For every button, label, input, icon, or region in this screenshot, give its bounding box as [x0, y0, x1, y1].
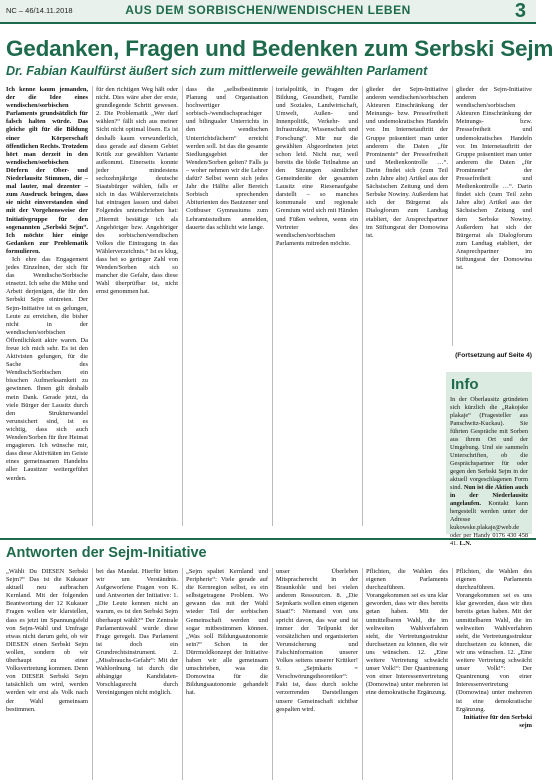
section-divider — [0, 538, 536, 540]
article-text: „Wählt Du DIESEN Serbski Sejm?“ Das ist die Kukauer aktuell neu aufbrachen Kernland. Mit der folgenden Beantwortung der 12 Kukauer Fragen wollen wir klarstellen, dass es jetzt im Spannungsfeld von Sejm-Wahl und Umfrage etwas nicht darum geht, ob wir DIESEN einen Serbski Sejm wollen, sondern ob wir überhaupt zu einer Volksvertretung kommen. Denn von DIESER Serbski Sejm tatsächlich um wird, werden werden wir erst als Volk nach der Wahl gemeinsam bestimmen. — [6, 568, 88, 713]
article-column-2 — [96, 86, 178, 466]
article-column-1 — [6, 86, 88, 482]
second-article-column-4 — [276, 568, 358, 782]
second-article-column-5 — [366, 568, 448, 782]
column-divider — [452, 568, 453, 780]
article-column-3 — [186, 86, 268, 466]
second-article-column-3 — [186, 568, 268, 782]
article-text: Pflichten, die Wahlen des eigenen Parlaments durchzuführen. Vorangekommen sei es uns klar geworden, dass wir dies bereits getan haben. Mit der unmittelbaren Wahl, die im weltweiten Wahlverfahren steht, die Vertretungsstruktur durchsetzen zu können, die wir uns wünschen. 12. „Eine weitere Vertretung schwächt unser Volk!“: Der Quantrenung von einer Interessenvertretung (Domowina) unter mehreren ist eine demokratische Ergänzung. — [456, 568, 532, 713]
article-headline: Gedanken, Fragen und Bedenken zum Serbski Sejm — [6, 36, 553, 61]
article-text: glieder der Sejm-Initiative anderen wendischen/sorbischen Akteuren Einschränkung der Meinungs- bzw. Pressefreiheit und undemokratisches Handeln vor. Im Internetauftritt der Gruppe präsentiert man unter anderem die Daten „für Prominente“ der Pressefreiheit und Medienkontrolle …“. Darin findet sich (zum Teil zehn Jahre alte) Artikel aus der Sächsischen Zeitung und dem Serbske Nowiny. Außerdem hat sich der Bürgerrat als Dialogforum zum Landtag etabliert, der Ansprechpartner im Stiftungsrat der Domowina ist. — [456, 86, 532, 272]
info-title: Info — [451, 376, 479, 393]
article-lead: Ich kenne kaum jemanden, der die Idee eines wendischen/sorbischen Parlaments grundsätzlich für falsch halten würde. Das gleiche gilt für die Bildung einer Körperschaft öffentlichen Rechts. Trotzdem hört man derzeit in den wendischen/sorbischen Dörfern der Ober- und Niederlausitz Stimmen, die – mal lauter, mal dezenter – zum Ausdruck bringen, dass sie nicht einverstanden sind mit der Vorgehensweise der Initiativgruppe für den sogenannten „Serbski Sejm“. Ich möchte hier einige Gedanken zur Problematik formulieren. — [6, 86, 88, 255]
issue-number: NC – 46/14.11.2018 — [6, 6, 73, 15]
page-number: 3 — [514, 0, 526, 22]
column-divider — [272, 568, 273, 780]
column-divider — [182, 86, 183, 526]
column-divider — [362, 86, 363, 526]
column-divider — [182, 568, 183, 780]
article-subheadline: Dr. Fabian Kaulfürst äußert sich zum mittlerweile gewählten Parlament — [6, 64, 428, 78]
column-divider — [92, 568, 93, 780]
column-divider — [92, 86, 93, 526]
continued-note: (Fortsetzung auf Seite 4) — [455, 352, 532, 359]
info-signature: L.N. — [459, 540, 472, 547]
article-text: torialpolitik, in Fragen der Bildung, Gesundheit, Familie und Soziales, Landwirtschaft, Umwelt, Außen- und Innenpolitik, Verkehr- und Infrastruktur, Wissenschaft und Forschung“. Mir nur die gewählten Abgeordneten jetzt schon leid. Nicht nur, weil bereits die bloße Teilnahme an den Sitzungen sämtlicher Gemeinderäte der gesamten Lausitz eine Riesenaufgabe darstellt – so manches kommunale und regionale Gremium wird sich mit Händen und Füßen wehren, wenn ein Vertreter des wendischen/sorbischen Parlaments mitreden möchte. — [276, 86, 358, 247]
info-text-bold: Nun ist die Aktion auch in der Niederlausitz angelaufen. — [450, 484, 528, 507]
info-text-contact: Kontakt kann hergestellt werden unter der Adresse kukowske.plakaje@web.de oder per Handy 0176 430 458 41. — [450, 500, 528, 547]
column-divider — [452, 86, 453, 346]
column-divider — [362, 568, 363, 780]
second-article-column-2 — [96, 568, 178, 782]
article-text: „Sejm spaltet Kernland und Peripherie“: Viele gerade auf die Kernregion selbst, es ein selbstgetragene Problem. Wo gewann das mit der Wahl wieder Teil der sorbischen Gemeinschaft werden und sogar mitbestimmen können. „Was soll Bildungsautonomie sein?“ Schon in der Dürrmoldkonzept der Initiative haben wir alle gemeinsam umschrieben, was die Domowina für die Bildungsautonomie gehandelt hat. — [186, 568, 268, 697]
section-title: AUS DEM SORBISCHEN/WENDISCHEN LEBEN — [125, 3, 411, 17]
article-text: unser Überleben Mitspracherecht in der Braunkohle und bei vielen anderen Ressourcen. 8. „Die Sejmkaris wollen einen eigenen Staat!“: Niemand von uns spricht davon, das war und ist immer der Teilpunkt der vorsätzlichen und organisierten Verunsicherung und Falschinformation unserer Volkes seitens unserer Kritiker! 9. „Sejmkaris = Verschwörungstheoretiker“: Fakt ist, dass durch solche verzerrenden Darstellungen unsere Gemeinschaft sichtbar gespalten wird. — [276, 568, 358, 713]
article-column-4 — [276, 86, 358, 466]
info-text — [450, 396, 528, 548]
article-text: für den richtigen Weg hält oder nicht. Dies wäre aber der erste, grundlegende Schritt gewesen. 2. Die Problematik „Wer darf wählen?“ fällt sich aus meiner Sicht nicht optimal lösen. Es ist deshalb kaum verwunderlich, dass gerade auf diesem Gebiet Kritik zur gewählten Variante aufkommt. Einerseits konnte jeder mindestens sechzehnjährige deutsche Staatsbürger wählen, falls er sich in das Wählerverzeichnis hat eintragen lassen und dabei Folgendes unterschrieben hat: „Hiermit bestätige ich als Angehöriger bzw. Angehöriger des sorbischen/wendischen Volkes die Eintragung in das Wählerverzeichnis.“ Ist es klug, dass bei so geringer Zahl von Wenden/Sorben sich so mancher die Gefahr, dass diese Wahl überprüfbar ist, nicht ernst genommen hat. — [96, 86, 178, 296]
column-divider — [272, 86, 273, 526]
article-text: bei das Mandat. Hierfür bitten wir um Verständnis. Aufgeworfene Fragen von K. und Antworten der Initiative: 1. „Die Leute kennen nicht an warum, es ist den Serbski Sejm überhaupt wählt?“ Der Zentrale Parlamentswahl wurde diese Frage geregelt. Das Parlament ist doch ein Grundrechtsinstrument. 2. „Missbrauchs-Gefahr“: Mit der Wahlordnung ist durch die abhängige Kandidaten-Vorschlagsrecht durch Vereinigungen nicht möglich. — [96, 568, 178, 697]
article-column-5 — [366, 86, 448, 466]
second-article-title: Antworten der Sejm-Initiative — [6, 545, 207, 561]
article-text: Ich ehre das Engagement jedes Einzelnen, der sich für das Wendische/Sorbische einsetzt. Ich sehe die Mühe und Arbeit derjenigen, die für den Serbski Sejm eintreten. Der Sejm-Initiative ist es gelungen, Leute zu erreichen, die bisher nicht in der wendischen/sorbischen Öffentlichkeit aktiv waren. Da freue ich mich sehr. Es ist den Aktivisten gelungen, für die Sache des Wendisch/Sorbischen ein bisschen Aufmerksamkeit zu gewinnen. Ihnen gilt deshalb mein Dank. Gerade jetzt, da viele Bürger der Lausitz durch den Strukturwandel verunsichert sind, ist es wichtig, dass sich auch Wenden/Sorben für ihre Heimat engagieren. Ich wünsche mir, dass diese Aktivitäten im Geiste eines gemeinsamen Handelns aller Lausitzer weitergeführt werden. — [6, 255, 88, 482]
article-text: dass die „selbstbestimmte Planung und Organisation hochwertiger sorbisch-/wendischsprachiger und bilingualer Unterrichts in den wendischen Unterrichtsfächern“ erreicht werden soll. Ist das die gesamte Siedlungsgebiet der Wenden/Sorben gelten? Falls ja – woher nehmen wir die Lehrer dafür? Selbst wenn sich jedes Jahr die Hälfte aller Bereich Sorbisch sprechenden Abiturienten des Bautzener und Cottbuser Gymnasiums zum Lehramtsstudium anmelden, dauerte das schlicht wie lange. — [186, 86, 268, 231]
info-text-plain: In der Oberlausitz gründeten sich kürzlich die „Rakojske plakaje“ (Fragesteller aus Panschwitz-Kuckau). Sie führten Gespräche mit Sorben aus ihrem Ort und der Umgebung. Und sie sammeln Unterschriften, ob die Gesprächspartner für oder gegen den Serbski Sejm in der aktuell vorgeschlagenen Form sind. — [450, 396, 528, 491]
article-text: Pflichten, die Wahlen des eigenen Parlaments durchzuführen. Vorangekommen sei es uns klar geworden, dass wir dies bereits getan haben. Mit der unmittelbaren Wahl, die im weltweiten Wahlverfahren steht, die Vertretungsstruktur durchsetzen zu können, die wir uns wünschen. 12. „Eine weitere Vertretung schwächt unser Volk!“: Der Quantrenung von einer Interessenvertretung (Domowina) unter mehreren ist eine demokratische Ergänzung. — [366, 568, 448, 697]
article-text: glieder der Sejm-Initiative anderen wendischen/sorbischen Akteuren Einschränkung der Meinungs- bzw. Pressefreiheit und undemokratisches Handeln vor. Im Internetauftritt der Gruppe präsentiert man unter anderem die Daten „für Prominente“ der Pressefreiheit und Medienkontrolle …“. Darin findet sich (zum Teil zehn Jahre alte) Artikel aus der Sächsischen Zeitung und dem Serbske Nowiny. Außerdem hat sich der Bürgerrat als Dialogforum zum Landtag etabliert, der Ansprechpartner im Stiftungsrat der Domowina ist. — [366, 86, 448, 239]
second-article-column-6 — [456, 568, 532, 782]
page-header — [0, 0, 536, 24]
second-article-signature: Initiative für den Serbski sejm — [463, 713, 532, 729]
article-column-6 — [456, 86, 532, 348]
info-box — [446, 372, 532, 547]
second-article-column-1 — [6, 568, 88, 782]
